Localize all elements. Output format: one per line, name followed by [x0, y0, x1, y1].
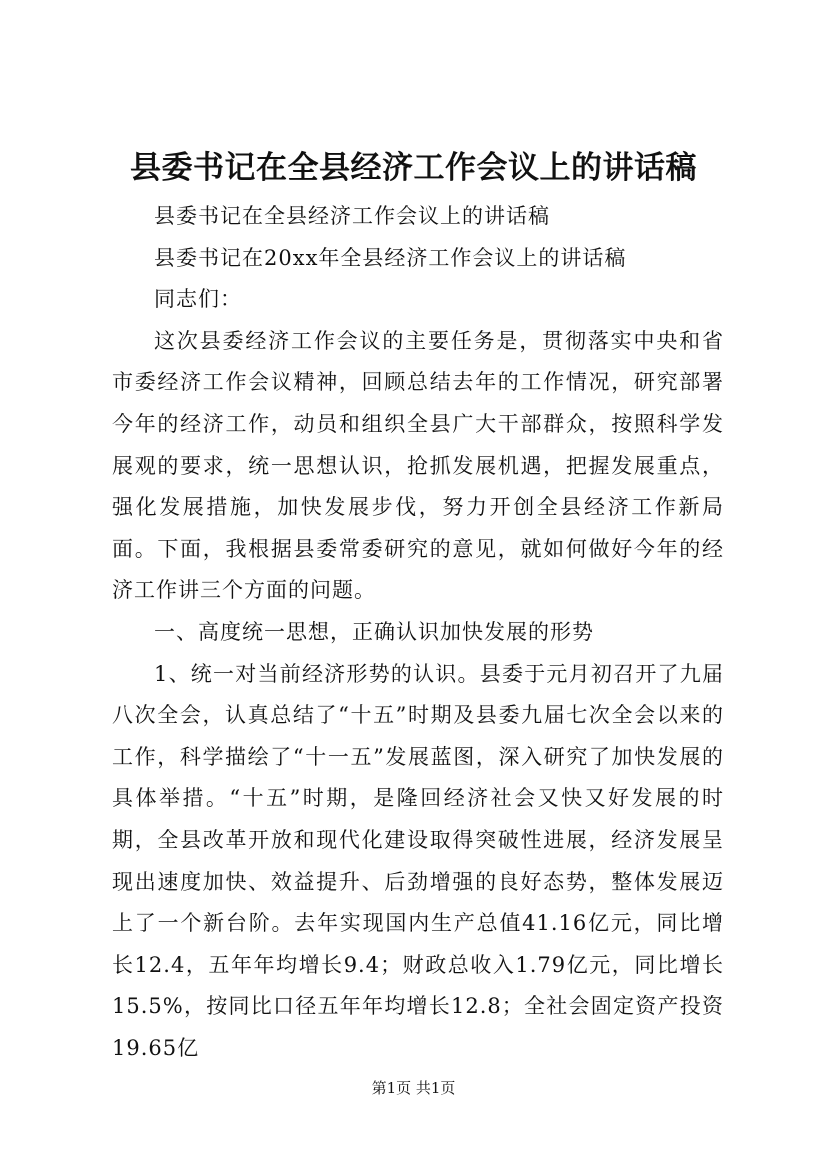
- document-title: 县委书记在全县经济工作会议上的讲话稿: [130, 150, 697, 186]
- document-body: [112, 196, 724, 1069]
- paragraph-section-1-1: 1、统一对当前经济形势的认识。县委于元月初召开了九届八次全会，认真总结了“十五”时期及县委九届七次全会以来的工作，科学描绘了“十一五”发展蓝图，深入研究了加快发展的具体举措。“十五”时期，是隆回经济社会又快又好发展的时期，全县改革开放和现代化建设取得突破性进展，经济发展呈现出速度加快、效益提升、后劲增强的良好态势，整体发展迈上了一个新台阶。去年实现国内生产总值41.16亿元，同比增长12.4，五年年均增长9.4；财政总收入1.79亿元，同比增长15.5%，按同比口径五年年均增长12.8；全社会固定资产投资19.65亿: [112, 661, 724, 1060]
- paragraph-subtitle-year: 县委书记在20xx年全县经济工作会议上的讲话稿: [154, 245, 627, 270]
- section-heading-1: 一、高度统一思想，正确认识加快发展的形势: [154, 619, 594, 644]
- paragraph-intro: 这次县委经济工作会议的主要任务是，贯彻落实中央和省市委经济工作会议精神，回顾总结去年的工作情况，研究部署今年的经济工作，动员和组织全县广大干部群众，按照科学发展观的要求，统一思想认识，抢抓发展机遇，把握发展重点，强化发展措施，加快发展步伐，努力开创全县经济工作新局面。下面，我根据县委常委研究的意见，就如何做好今年的经济工作讲三个方面的问题。: [112, 328, 724, 603]
- paragraph-salutation: 同志们：: [154, 287, 242, 312]
- page-footer: 第1页 共1页: [371, 1079, 456, 1097]
- paragraph-subtitle: 县委书记在全县经济工作会议上的讲话稿: [154, 204, 550, 228]
